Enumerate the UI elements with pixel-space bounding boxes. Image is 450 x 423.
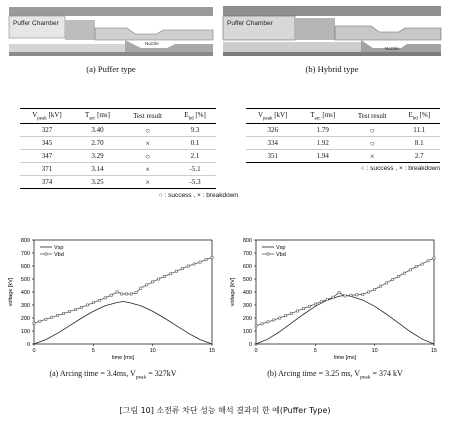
- table-cell: 1.94: [299, 150, 346, 163]
- series-vbd-point: [39, 320, 41, 322]
- series-vbd-point: [211, 256, 213, 258]
- right-table: [246, 108, 440, 163]
- table-cell: 351: [246, 150, 299, 163]
- series-vbd-point: [338, 292, 340, 294]
- series-vbd-point: [63, 312, 65, 314]
- series-vbd-point: [33, 322, 35, 324]
- table-row: [246, 124, 440, 137]
- series-vbd-point: [57, 314, 59, 316]
- series-vbd-point: [279, 317, 281, 319]
- series-vbd-point: [92, 302, 94, 304]
- chart-arcing-b: [226, 236, 444, 364]
- table-row: [246, 150, 440, 163]
- series-vbd-point: [193, 263, 195, 265]
- series-vbd-point: [433, 257, 435, 259]
- y-tick-label: 200: [242, 316, 252, 322]
- left-table: [20, 108, 216, 189]
- y-axis-label: voltage [kV]: [230, 277, 236, 307]
- y-tick-label: 400: [242, 290, 252, 296]
- series-vbd-point: [199, 261, 201, 263]
- series-vbd-point: [302, 308, 304, 310]
- table-cell: 9.3: [174, 124, 216, 137]
- y-tick-label: 100: [242, 329, 252, 335]
- series-vbd-point: [267, 321, 269, 323]
- series-vbd-point: [205, 258, 207, 260]
- table-cell: ○: [346, 124, 398, 137]
- chart-b-caption: (b) Arcing time = 3.25 ms, $V_{peak} = 374$ kV: [267, 369, 403, 381]
- table-cell: 0.1: [174, 137, 216, 150]
- legend-vbd-marker: [267, 253, 269, 255]
- y-tick-label: 700: [242, 251, 252, 257]
- x-tick-label: 0: [254, 348, 258, 354]
- header-tarc: $T_{arc}$ [ms]: [299, 109, 346, 124]
- table-cell: 8.1: [399, 137, 440, 150]
- series-vbd-point: [374, 288, 376, 290]
- series-vbd-point: [320, 301, 322, 303]
- header-ebd: $E_{bd}$ [%]: [399, 109, 440, 124]
- series-vbd-point: [104, 297, 106, 299]
- x-tick-label: 15: [430, 348, 438, 354]
- y-tick-label: 100: [20, 329, 30, 335]
- y-tick-label: 500: [242, 277, 252, 283]
- table-cell: 2.70: [74, 137, 121, 150]
- table-row: [20, 137, 216, 150]
- table-cell: -5.3: [174, 176, 216, 189]
- y-tick-label: 600: [20, 264, 30, 270]
- puffer-schematic-drawing: [7, 4, 215, 58]
- x-tick-label: 5: [313, 348, 317, 354]
- x-tick-label: 10: [371, 348, 378, 354]
- series-vbd-point: [296, 310, 298, 312]
- y-tick-label: 600: [242, 264, 252, 270]
- series-vbd-point: [74, 308, 76, 310]
- table-cell: -5.1: [174, 163, 216, 176]
- x-axis-label: time [ms]: [111, 355, 135, 361]
- y-tick-label: 400: [20, 290, 30, 296]
- table-cell: 371: [20, 163, 74, 176]
- table-cell: 2.7: [399, 150, 440, 163]
- table-cell: 3.29: [74, 150, 121, 163]
- table-cell: 11.1: [399, 124, 440, 137]
- series-vbd-point: [181, 268, 183, 270]
- header-vpeak: $V_{peak}$ [kV]: [20, 109, 74, 124]
- table-row: [20, 124, 216, 137]
- series-vbd-point: [175, 270, 177, 272]
- series-vbd-point: [80, 306, 82, 308]
- puffer-chamber-label: Puffer Chamber: [13, 20, 59, 27]
- table-cell: ○: [346, 137, 398, 150]
- puffer-schematic: [7, 4, 215, 58]
- y-tick-label: 0: [26, 342, 30, 348]
- header-vpeak: $V_{peak}$ [kV]: [246, 109, 299, 124]
- series-vbd-point: [314, 303, 316, 305]
- hybrid-chamber-label: Puffer Chamber: [227, 20, 273, 27]
- series-vbd-point: [116, 291, 118, 293]
- table-cell: 1.79: [299, 124, 346, 137]
- series-vbd-point: [356, 294, 358, 296]
- x-tick-label: 5: [91, 348, 95, 354]
- y-tick-label: 300: [20, 303, 30, 309]
- x-tick-label: 0: [32, 348, 36, 354]
- puffer-caption: (a) Puffer type: [86, 64, 136, 74]
- y-tick-label: 300: [242, 303, 252, 309]
- table-cell: ×: [121, 137, 174, 150]
- series-vbd-point: [421, 263, 423, 265]
- series-vbd-point: [380, 285, 382, 287]
- series-vbd-point: [291, 312, 293, 314]
- x-axis-label: time [ms]: [333, 355, 357, 361]
- header-test-result: Test result: [121, 109, 174, 124]
- table-cell: 327: [20, 124, 74, 137]
- x-tick-label: 10: [149, 348, 156, 354]
- table-header-row: [20, 109, 216, 124]
- right-table-legend: ○ : success , × : breakdown: [360, 165, 440, 173]
- x-tick-label: 15: [208, 348, 216, 354]
- y-tick-label: 500: [20, 277, 30, 283]
- series-vbd-point: [415, 266, 417, 268]
- table-cell: 334: [246, 137, 299, 150]
- legend-vbd-marker: [45, 253, 47, 255]
- chart-a-caption: (a) Arcing time = 3.4ms, $V_{peak} = 327kV$: [49, 369, 177, 381]
- table-cell: 3.25: [74, 176, 121, 189]
- y-axis-label: voltage [kV]: [8, 277, 14, 307]
- left-table-legend: ○ : success , × : breakdown: [158, 192, 238, 199]
- table-cell: 1.92: [299, 137, 346, 150]
- series-vbd-point: [69, 310, 71, 312]
- table-cell: ×: [121, 176, 174, 189]
- series-vbd-point: [403, 272, 405, 274]
- series-vbd-point: [362, 293, 364, 295]
- hybrid-schematic-drawing: [221, 4, 443, 58]
- table-cell: ×: [121, 163, 174, 176]
- table-cell: 345: [20, 137, 74, 150]
- series-vbd-point: [368, 291, 370, 293]
- series-vbd-point: [350, 294, 352, 296]
- series-vbd-point: [255, 325, 257, 327]
- y-tick-label: 800: [242, 238, 252, 244]
- series-vbd-point: [51, 316, 53, 318]
- series-vbd-point: [391, 279, 393, 281]
- hybrid-nozzle-label: Nozzle: [385, 46, 399, 51]
- series-vbd-point: [45, 318, 47, 320]
- table-cell: 374: [20, 176, 74, 189]
- table-cell: 326: [246, 124, 299, 137]
- table-cell: ○: [121, 124, 174, 137]
- series-vbd-point: [135, 292, 137, 294]
- series-vbd-point: [261, 323, 263, 325]
- table-cell: 3.40: [74, 124, 121, 137]
- series-vbd-point: [130, 293, 132, 295]
- series-vbd-point: [427, 260, 429, 262]
- series-vbd-point: [125, 293, 127, 295]
- hybrid-schematic: [221, 4, 443, 58]
- series-vbd-point: [158, 278, 160, 280]
- table-row: [20, 150, 216, 163]
- table-cell: ×: [346, 150, 398, 163]
- series-vbd-point: [169, 273, 171, 275]
- legend-vsp-label: Vsp: [276, 245, 286, 251]
- series-vbd-point: [146, 284, 148, 286]
- header-tarc: $T_{arc}$ [ms]: [74, 109, 121, 124]
- legend-vbd-label: Vbd: [54, 252, 64, 258]
- table-cell: 3.14: [74, 163, 121, 176]
- table-row: [246, 137, 440, 150]
- y-tick-label: 0: [248, 342, 252, 348]
- series-vbd-point: [121, 293, 123, 295]
- table-cell: ○: [121, 150, 174, 163]
- series-vbd-point: [98, 299, 100, 301]
- table-cell: 2.1: [174, 150, 216, 163]
- header-ebd: $E_{bd}$ [%]: [174, 109, 216, 124]
- series-vbd-point: [308, 305, 310, 307]
- y-tick-label: 800: [20, 238, 30, 244]
- series-vbd-point: [344, 295, 346, 297]
- legend-vbd-label: Vbd: [276, 252, 286, 258]
- figure-title: [그림 10] 소전류 차단 성능 해석 결과의 한 예(Puffer Type): [119, 406, 331, 415]
- table-header-row: [246, 109, 440, 124]
- results-table-right: [246, 108, 440, 172]
- hybrid-caption: (b) Hybrid type: [305, 64, 359, 74]
- header-test-result: Test result: [346, 109, 398, 124]
- table-cell: 347: [20, 150, 74, 163]
- puffer-nozzle-label: Nozzle: [145, 41, 159, 46]
- series-vbd-point: [152, 281, 154, 283]
- chart-arcing-a: [4, 236, 222, 364]
- series-vbd-point: [110, 294, 112, 296]
- series-vbd-point: [86, 304, 88, 306]
- y-tick-label: 200: [20, 316, 30, 322]
- series-vbd-point: [163, 275, 165, 277]
- series-vbd-point: [285, 315, 287, 317]
- series-vbd-point: [140, 287, 142, 289]
- legend-vsp-label: Vsp: [54, 245, 64, 251]
- series-vbd-point: [326, 298, 328, 300]
- series-vbd-point: [385, 282, 387, 284]
- table-row: [20, 163, 216, 176]
- series-vbd-point: [409, 269, 411, 271]
- results-table-left: [20, 108, 238, 199]
- series-vbd-point: [332, 296, 334, 298]
- series-vbd-point: [397, 275, 399, 277]
- series-vbd-point: [273, 319, 275, 321]
- series-vbd-point: [187, 265, 189, 267]
- table-row: [20, 176, 216, 189]
- y-tick-label: 700: [20, 251, 30, 257]
